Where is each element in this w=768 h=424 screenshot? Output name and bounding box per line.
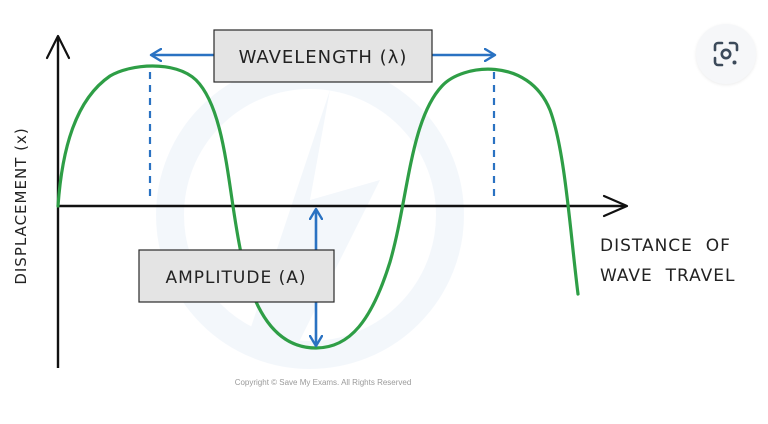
wavelength-label-box bbox=[214, 30, 432, 82]
watermark-logo bbox=[170, 75, 450, 360]
copyright-notice: Copyright © Save My Exams. All Rights Reserved bbox=[234, 378, 412, 387]
x-axis-label-line-1: DISTANCE OF bbox=[600, 236, 731, 256]
y-axis-label: DISPLACEMENT (x) bbox=[12, 127, 30, 285]
amplitude-label-box bbox=[139, 250, 334, 302]
google-lens-button[interactable] bbox=[696, 24, 756, 84]
wavelength-label: WAVELENGTH (λ) bbox=[238, 47, 408, 68]
x-axis-label-line-2: WAVE TRAVEL bbox=[600, 266, 736, 286]
amplitude-label: AMPLITUDE (A) bbox=[165, 268, 307, 288]
google-lens-icon bbox=[711, 39, 741, 69]
